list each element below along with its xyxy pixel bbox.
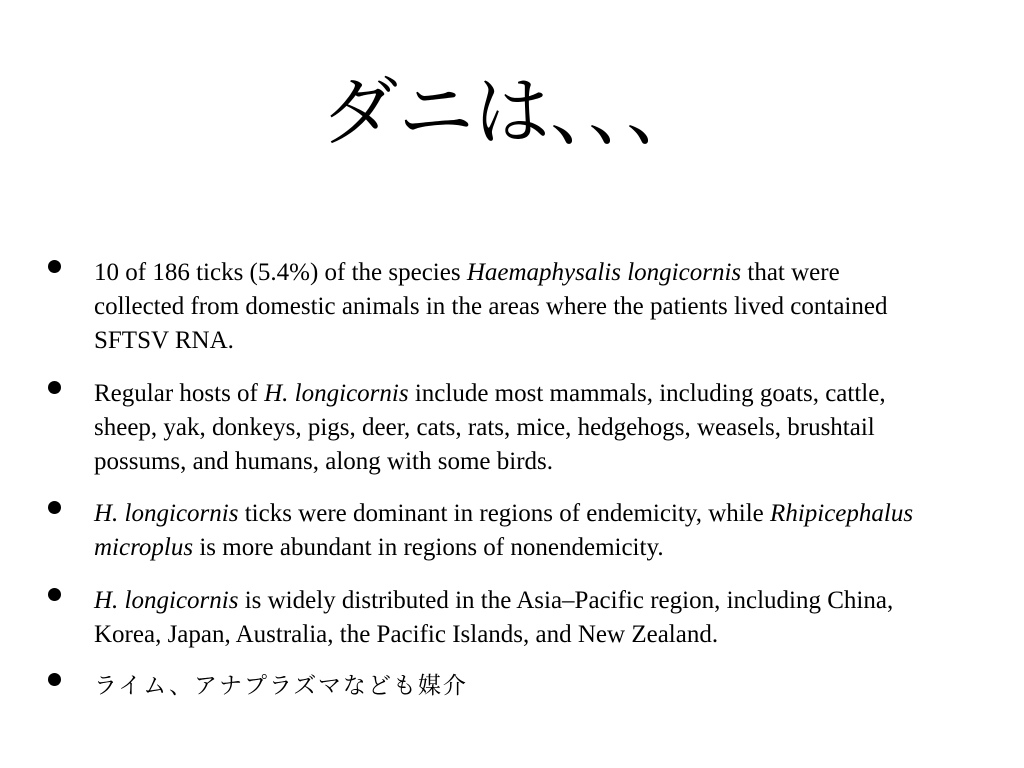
bullet-dot-icon	[48, 673, 61, 686]
bullet-dot-icon	[48, 381, 61, 394]
bullet-text-segment: is widely distributed in the Asia–Pacific region, including China, Korea, Japan, Australia, the Pacific Islands, and New Zealand.	[94, 587, 894, 648]
bullet-text-species: Rhipicephalus microplus	[94, 500, 914, 561]
bullet-dot-icon	[48, 501, 61, 514]
bullet-text-species: H. longicornis	[264, 380, 409, 407]
bullet-text	[94, 256, 924, 358]
bullet-text-species: Haemaphysalis longicornis	[466, 259, 742, 286]
bullet-text	[94, 377, 924, 479]
bullet-text	[94, 584, 924, 652]
bullet-dot-icon	[48, 588, 61, 601]
bullet-text	[94, 497, 924, 565]
bullet-text-segment: ticks were dominant in regions of endemicity, while	[238, 500, 771, 527]
bullet-text	[94, 669, 924, 703]
bullet-dot-icon	[48, 260, 61, 273]
slide-title: ダニは、、、	[322, 67, 702, 156]
bullet-text-segment: 10 of 186 ticks (5.4%) of the species	[94, 259, 467, 286]
bullet-text-species: H. longicornis	[94, 500, 239, 527]
bullet-text-segment: Regular hosts of	[94, 380, 265, 407]
bullet-text-species: H. longicornis	[94, 587, 239, 614]
bullet-text-segment: include most mammals, including goats, cattle, sheep, yak, donkeys, pigs, deer, cats, rats, mice, hedgehogs, weasels, brushtail possums, and humans, along with some birds.	[94, 380, 886, 475]
bullet-text-segment: is more abundant in regions of nonendemicity.	[193, 534, 664, 561]
bullet-text-segment: that were collected from domestic animals in the areas where the patients lived contained SFTSV RNA.	[94, 259, 888, 354]
bullet-text-segment: ライム、アナプラズマなども媒介	[94, 673, 468, 699]
